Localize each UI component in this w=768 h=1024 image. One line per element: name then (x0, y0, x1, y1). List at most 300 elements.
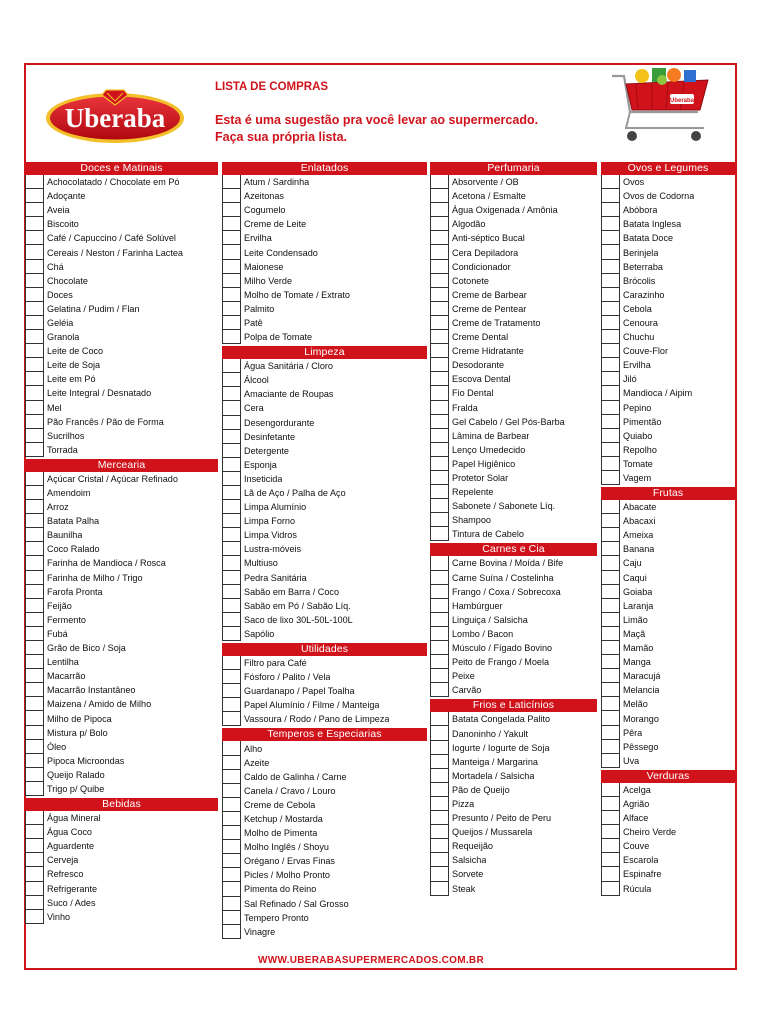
list-item (430, 513, 597, 527)
checkbox[interactable] (430, 260, 449, 274)
checkbox[interactable] (601, 867, 620, 881)
checkbox[interactable] (601, 669, 620, 683)
item-label: Fubá (47, 628, 68, 639)
checkbox[interactable] (25, 655, 44, 669)
checkbox[interactable] (601, 528, 620, 542)
item-label: Esponja (244, 459, 277, 470)
checkbox[interactable] (222, 175, 241, 189)
item-label: Chá (47, 261, 64, 272)
item-label: Polpa de Tomate (244, 332, 313, 343)
item-label: Pimentão (623, 416, 662, 427)
checkbox[interactable] (222, 854, 241, 868)
checkbox[interactable] (222, 599, 241, 613)
checkbox[interactable] (25, 825, 44, 839)
checkbox[interactable] (430, 316, 449, 330)
checkbox[interactable] (430, 669, 449, 683)
list-item (25, 231, 218, 245)
checkbox[interactable] (430, 429, 449, 443)
checkbox[interactable] (601, 245, 620, 259)
item-label: Cheiro Verde (623, 827, 677, 838)
list-item (430, 839, 597, 853)
checkbox[interactable] (430, 641, 449, 655)
item-label: Pão de Queijo (452, 784, 510, 795)
item-label: Abacate (623, 502, 657, 513)
checkbox[interactable] (222, 288, 241, 302)
checkbox[interactable] (25, 231, 44, 245)
item-label: Limpa Vidros (244, 530, 297, 541)
checkbox[interactable] (25, 443, 44, 457)
checkbox[interactable] (430, 613, 449, 627)
checkbox[interactable] (25, 768, 44, 782)
checkbox[interactable] (430, 415, 449, 429)
checkbox[interactable] (25, 726, 44, 740)
checkbox[interactable] (25, 302, 44, 316)
checkbox[interactable] (222, 316, 241, 330)
section-header-bebidas: Bebidas (25, 798, 218, 811)
item-label: Creme de Pentear (452, 303, 527, 314)
list-item (25, 486, 218, 500)
checkbox[interactable] (25, 175, 44, 189)
checkbox[interactable] (601, 613, 620, 627)
checkbox[interactable] (25, 697, 44, 711)
checkbox[interactable] (222, 472, 241, 486)
checkbox[interactable] (430, 741, 449, 755)
checkbox[interactable] (601, 754, 620, 768)
list-item (601, 471, 735, 485)
checkbox[interactable] (25, 683, 44, 697)
list-item (430, 825, 597, 839)
checkbox[interactable] (601, 189, 620, 203)
checkbox[interactable] (222, 302, 241, 316)
checkbox[interactable] (430, 499, 449, 513)
checkbox[interactable] (222, 514, 241, 528)
column-4 (601, 162, 735, 896)
checkbox[interactable] (601, 882, 620, 896)
item-label: Repelente (452, 487, 494, 498)
checkbox[interactable] (430, 839, 449, 853)
checkbox[interactable] (25, 867, 44, 881)
checkbox[interactable] (25, 740, 44, 754)
item-label: Tintura de Cabelo (452, 529, 524, 540)
checkbox[interactable] (430, 556, 449, 570)
checkbox[interactable] (430, 231, 449, 245)
checkbox[interactable] (601, 726, 620, 740)
checkbox[interactable] (430, 245, 449, 259)
checkbox[interactable] (601, 274, 620, 288)
list-item (601, 867, 735, 881)
list-item (430, 471, 597, 485)
checkbox[interactable] (430, 825, 449, 839)
checkbox[interactable] (601, 783, 620, 797)
checkbox[interactable] (25, 344, 44, 358)
checkbox[interactable] (25, 274, 44, 288)
checkbox[interactable] (222, 330, 241, 344)
subtitle-line-1: Esta é uma sugestão pra você levar ao supermercado. (215, 113, 539, 127)
list-item (25, 288, 218, 302)
checkbox[interactable] (222, 613, 241, 627)
checkbox[interactable] (430, 302, 449, 316)
checkbox[interactable] (222, 684, 241, 698)
item-label: Manteiga / Margarina (452, 756, 538, 767)
checkbox[interactable] (222, 627, 241, 641)
checkbox[interactable] (601, 457, 620, 471)
website-url[interactable]: WWW.UBERABASUPERMERCADOS.COM.BR (258, 955, 484, 966)
checkbox[interactable] (601, 401, 620, 415)
checkbox[interactable] (222, 698, 241, 712)
checkbox[interactable] (25, 669, 44, 683)
checkbox[interactable] (222, 542, 241, 556)
list-item (430, 485, 597, 499)
list-item (601, 302, 735, 316)
item-label: Músculo / Fígado Bovino (452, 643, 553, 654)
checkbox[interactable] (601, 175, 620, 189)
checkbox[interactable] (25, 528, 44, 542)
section-header-perfumaria: Perfumaria (430, 162, 597, 175)
list-item (222, 698, 427, 712)
item-label: Presunto / Peito de Peru (452, 813, 552, 824)
checkbox[interactable] (430, 797, 449, 811)
checkbox[interactable] (601, 811, 620, 825)
checkbox[interactable] (25, 882, 44, 896)
checkbox[interactable] (222, 670, 241, 684)
item-label: Tomate (623, 458, 653, 469)
checkbox[interactable] (601, 740, 620, 754)
list-item (25, 472, 218, 486)
checkbox[interactable] (601, 839, 620, 853)
list-item (601, 443, 735, 457)
checkbox[interactable] (430, 867, 449, 881)
checkbox[interactable] (25, 711, 44, 725)
checkbox[interactable] (222, 882, 241, 896)
checkbox[interactable] (222, 189, 241, 203)
shopping-cart-icon (608, 66, 720, 146)
checkbox[interactable] (430, 344, 449, 358)
checkbox[interactable] (25, 429, 44, 443)
item-label: Batata Doce (623, 233, 674, 244)
checkbox[interactable] (25, 472, 44, 486)
checkbox[interactable] (222, 897, 241, 911)
checkbox[interactable] (222, 784, 241, 798)
checkbox[interactable] (430, 655, 449, 669)
list-item (601, 500, 735, 514)
checkbox[interactable] (25, 500, 44, 514)
checkbox[interactable] (430, 457, 449, 471)
checkbox[interactable] (222, 458, 241, 472)
checkbox[interactable] (601, 711, 620, 725)
list-item (25, 386, 218, 400)
checkbox[interactable] (430, 769, 449, 783)
checkbox[interactable] (430, 882, 449, 896)
list-item (222, 882, 427, 896)
item-label: Gel Cabelo / Gel Pós-Barba (452, 416, 565, 427)
checkbox[interactable] (222, 712, 241, 726)
checkbox[interactable] (222, 911, 241, 925)
list-item (222, 897, 427, 911)
checkbox[interactable] (430, 513, 449, 527)
checkbox[interactable] (222, 741, 241, 755)
checkbox[interactable] (430, 203, 449, 217)
checkbox[interactable] (222, 500, 241, 514)
checkbox[interactable] (430, 471, 449, 485)
list-item (430, 415, 597, 429)
checkbox[interactable] (25, 896, 44, 910)
list-item (430, 853, 597, 867)
list-item (430, 499, 597, 513)
checkbox[interactable] (430, 443, 449, 457)
list-item (430, 867, 597, 881)
list-item (222, 571, 427, 585)
item-label: Amendoim (47, 488, 91, 499)
checkbox[interactable] (430, 683, 449, 697)
checkbox[interactable] (25, 853, 44, 867)
checkbox[interactable] (25, 839, 44, 853)
page-title: LISTA DE COMPRAS (215, 81, 329, 93)
checkbox[interactable] (222, 826, 241, 840)
checkbox[interactable] (601, 330, 620, 344)
checkbox[interactable] (25, 599, 44, 613)
checkbox[interactable] (601, 231, 620, 245)
item-label: Vinagre (244, 926, 276, 937)
checkbox[interactable] (222, 373, 241, 387)
item-label: Cotonete (452, 275, 489, 286)
checkbox[interactable] (601, 514, 620, 528)
item-label: Água Coco (47, 827, 92, 838)
checkbox[interactable] (25, 217, 44, 231)
checkbox[interactable] (601, 585, 620, 599)
checkbox[interactable] (430, 527, 449, 541)
checkbox[interactable] (25, 782, 44, 796)
item-label: Multiuso (244, 558, 278, 569)
checkbox[interactable] (25, 514, 44, 528)
checkbox[interactable] (222, 260, 241, 274)
checkbox[interactable] (601, 825, 620, 839)
checkbox[interactable] (25, 260, 44, 274)
checkbox[interactable] (222, 868, 241, 882)
item-label: Ameixa (623, 530, 654, 541)
item-label: Azeitonas (244, 191, 284, 202)
checkbox[interactable] (601, 655, 620, 669)
checkbox[interactable] (430, 755, 449, 769)
checkbox[interactable] (430, 358, 449, 372)
checkbox[interactable] (430, 386, 449, 400)
checkbox[interactable] (222, 528, 241, 542)
checkbox[interactable] (601, 697, 620, 711)
checkbox[interactable] (25, 358, 44, 372)
item-label: Pepino (623, 402, 652, 413)
list-item (222, 387, 427, 401)
checkbox[interactable] (601, 853, 620, 867)
checkbox[interactable] (430, 288, 449, 302)
checkbox[interactable] (222, 656, 241, 670)
item-label: Lã de Aço / Palha de Aço (244, 488, 346, 499)
checkbox[interactable] (222, 274, 241, 288)
checkbox[interactable] (222, 486, 241, 500)
list-item (25, 782, 218, 796)
list-item (25, 415, 218, 429)
checkbox[interactable] (222, 444, 241, 458)
checkbox[interactable] (222, 217, 241, 231)
checkbox[interactable] (25, 627, 44, 641)
list-item (430, 556, 597, 570)
list-item (430, 203, 597, 217)
checkbox[interactable] (25, 316, 44, 330)
checkbox[interactable] (601, 471, 620, 485)
checkbox[interactable] (25, 754, 44, 768)
checkbox[interactable] (601, 627, 620, 641)
checkbox[interactable] (222, 925, 241, 939)
checkbox[interactable] (25, 486, 44, 500)
list-item (601, 655, 735, 669)
item-label: Queijos / Mussarela (452, 827, 533, 838)
list-item (25, 260, 218, 274)
checkbox[interactable] (25, 641, 44, 655)
checkbox[interactable] (430, 330, 449, 344)
checkbox[interactable] (25, 910, 44, 924)
checkbox[interactable] (222, 812, 241, 826)
checkbox[interactable] (601, 372, 620, 386)
item-label: Granola (47, 332, 80, 343)
item-label: Saco de lixo 30L-50L-100L (244, 614, 353, 625)
checkbox[interactable] (601, 571, 620, 585)
checkbox[interactable] (25, 288, 44, 302)
checkbox[interactable] (601, 217, 620, 231)
checkbox[interactable] (601, 797, 620, 811)
checkbox[interactable] (601, 415, 620, 429)
checkbox[interactable] (601, 386, 620, 400)
list-item (25, 443, 218, 457)
checkbox[interactable] (222, 756, 241, 770)
list-item (25, 500, 218, 514)
checkbox[interactable] (25, 542, 44, 556)
checkbox[interactable] (430, 274, 449, 288)
checkbox[interactable] (25, 811, 44, 825)
checkbox[interactable] (25, 203, 44, 217)
checkbox[interactable] (601, 316, 620, 330)
section-header-utilidades: Utilidades (222, 643, 427, 656)
checkbox[interactable] (601, 683, 620, 697)
item-label: Maçã (623, 628, 646, 639)
item-label: Morango (623, 713, 659, 724)
checkbox[interactable] (222, 840, 241, 854)
checkbox[interactable] (430, 175, 449, 189)
checkbox[interactable] (25, 556, 44, 570)
checkbox[interactable] (222, 571, 241, 585)
list-item (601, 429, 735, 443)
checkbox[interactable] (222, 430, 241, 444)
checkbox[interactable] (222, 770, 241, 784)
checkbox[interactable] (430, 217, 449, 231)
checkbox[interactable] (430, 372, 449, 386)
checkbox[interactable] (601, 260, 620, 274)
list-item (222, 770, 427, 784)
list-item (25, 882, 218, 896)
checkbox[interactable] (430, 599, 449, 613)
checkbox[interactable] (25, 571, 44, 585)
checkbox[interactable] (430, 783, 449, 797)
checkbox[interactable] (430, 189, 449, 203)
checkbox[interactable] (222, 556, 241, 570)
checkbox[interactable] (222, 798, 241, 812)
item-label: Carvão (452, 685, 482, 696)
checkbox[interactable] (601, 599, 620, 613)
list-item (222, 274, 427, 288)
item-label: Abacaxi (623, 516, 656, 527)
list-item (430, 189, 597, 203)
checkbox[interactable] (430, 401, 449, 415)
list-item (601, 882, 735, 896)
checkbox[interactable] (430, 712, 449, 726)
checkbox[interactable] (222, 401, 241, 415)
checkbox[interactable] (601, 288, 620, 302)
list-item (25, 274, 218, 288)
item-label: Agrião (623, 798, 650, 809)
item-label: Alface (623, 813, 649, 824)
checkbox[interactable] (222, 387, 241, 401)
checkbox[interactable] (601, 641, 620, 655)
list-item (25, 811, 218, 825)
item-label: Protetor Solar (452, 473, 509, 484)
list-item (25, 825, 218, 839)
checkbox[interactable] (25, 415, 44, 429)
item-label: Creme de Barbear (452, 289, 527, 300)
checkbox[interactable] (222, 585, 241, 599)
section-header-enlatados: Enlatados (222, 162, 427, 175)
item-label: Adoçante (47, 191, 86, 202)
item-label: Carne Suína / Costelinha (452, 572, 554, 583)
item-label: Manga (623, 657, 651, 668)
checkbox[interactable] (222, 203, 241, 217)
checkbox[interactable] (601, 302, 620, 316)
checkbox[interactable] (25, 401, 44, 415)
item-label: Creme de Leite (244, 219, 307, 230)
checkbox[interactable] (25, 245, 44, 259)
list-item (222, 585, 427, 599)
checkbox[interactable] (430, 585, 449, 599)
checkbox[interactable] (601, 429, 620, 443)
checkbox[interactable] (25, 372, 44, 386)
list-item (222, 175, 427, 189)
list-item (601, 839, 735, 853)
checkbox[interactable] (25, 585, 44, 599)
checkbox[interactable] (25, 189, 44, 203)
checkbox[interactable] (601, 203, 620, 217)
checkbox[interactable] (222, 359, 241, 373)
checkbox[interactable] (25, 386, 44, 400)
checkbox[interactable] (25, 613, 44, 627)
checkbox[interactable] (601, 500, 620, 514)
checkbox[interactable] (430, 853, 449, 867)
checkbox[interactable] (601, 542, 620, 556)
checkbox[interactable] (222, 231, 241, 245)
checkbox[interactable] (601, 556, 620, 570)
list-item (25, 697, 218, 711)
item-label: Batata Congelada Palito (452, 714, 551, 725)
checkbox[interactable] (430, 726, 449, 740)
checkbox[interactable] (25, 330, 44, 344)
checkbox[interactable] (601, 344, 620, 358)
checkbox[interactable] (222, 416, 241, 430)
checkbox[interactable] (601, 358, 620, 372)
checkbox[interactable] (430, 811, 449, 825)
checkbox[interactable] (430, 627, 449, 641)
checkbox[interactable] (430, 485, 449, 499)
checkbox[interactable] (601, 443, 620, 457)
list-item (601, 740, 735, 754)
checkbox[interactable] (222, 245, 241, 259)
item-label: Pêssego (623, 741, 659, 752)
list-item (601, 811, 735, 825)
checkbox[interactable] (430, 571, 449, 585)
